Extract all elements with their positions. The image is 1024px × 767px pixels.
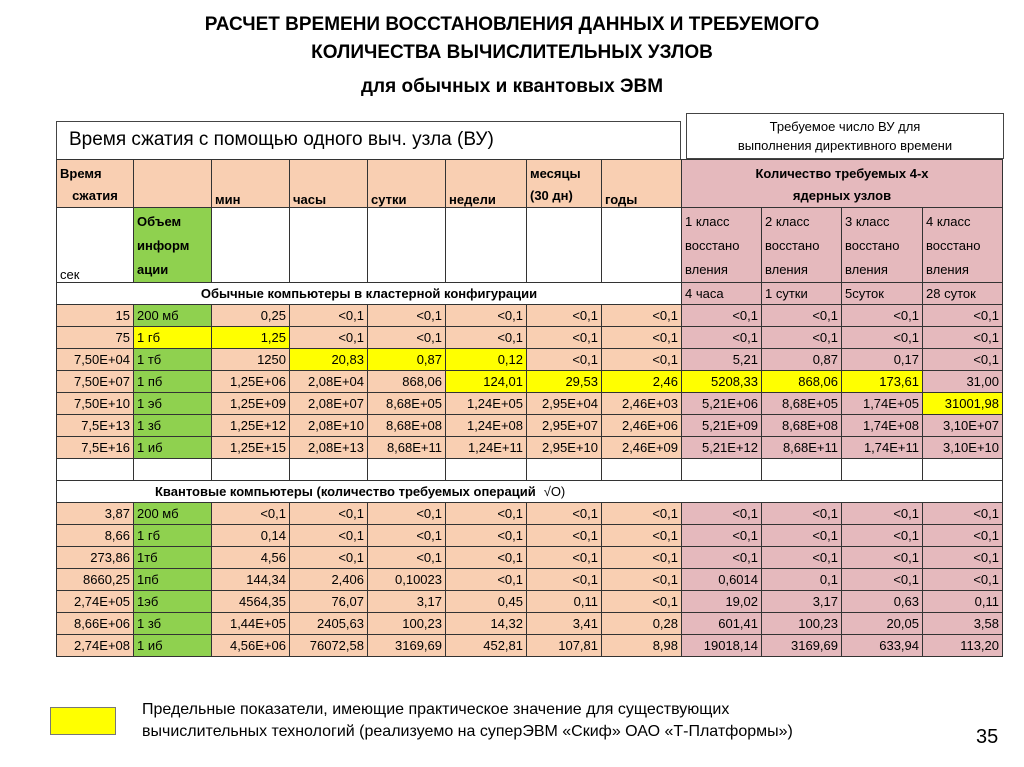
cell-c1: 5,21E+06 — [682, 393, 762, 415]
cell-y: 2,46E+06 — [602, 415, 682, 437]
cell-volume: 1 тб — [134, 349, 212, 371]
cell-h: 2,08E+10 — [290, 415, 368, 437]
cell-c3: <0,1 — [842, 525, 923, 547]
deadline-class-4: 28 суток — [923, 283, 1003, 305]
header-volume — [134, 208, 212, 283]
header-months-line-2: (30 дн) — [530, 188, 573, 203]
header-volume-line-3: ации — [137, 262, 169, 277]
deadline-class-2: 1 сутки — [762, 283, 842, 305]
cell-h: <0,1 — [290, 327, 368, 349]
header-time — [57, 160, 134, 208]
cell-seconds: 75 — [57, 327, 134, 349]
header-nodes — [682, 160, 1003, 208]
cell-c2: <0,1 — [762, 327, 842, 349]
cell-c4: <0,1 — [923, 349, 1003, 371]
empty-cell — [446, 459, 527, 481]
cell-volume: 1 иб — [134, 635, 212, 657]
cell-c3: <0,1 — [842, 503, 923, 525]
cell-volume: 1 пб — [134, 371, 212, 393]
cell-min: <0,1 — [212, 503, 290, 525]
cell-y: 8,98 — [602, 635, 682, 657]
cell-h: 76,07 — [290, 591, 368, 613]
cell-c3: 0,17 — [842, 349, 923, 371]
cell-w: 124,01 — [446, 371, 527, 393]
empty-cell — [762, 459, 842, 481]
header-volume-line-2: информ — [137, 238, 190, 253]
class-2-line-1: 2 класс — [765, 214, 810, 229]
header-blank-weeks — [446, 208, 527, 283]
class-3-line-3: вления — [845, 262, 888, 277]
cell-seconds: 3,87 — [57, 503, 134, 525]
empty-cell — [682, 459, 762, 481]
header-time-line-2: сжатия — [72, 188, 118, 203]
legend-line-2: вычислительных технологий (реализуемо на суперЭВМ «Скиф» ОАО «Т-Платформы») — [142, 723, 793, 740]
header-blank-months — [527, 208, 602, 283]
cell-seconds: 2,74E+05 — [57, 591, 134, 613]
cell-min: 1,25E+09 — [212, 393, 290, 415]
empty-cell — [57, 459, 134, 481]
cell-c2: 868,06 — [762, 371, 842, 393]
cell-m: 107,81 — [527, 635, 602, 657]
deadline-class-3: 5суток — [842, 283, 923, 305]
cell-volume: 1 иб — [134, 437, 212, 459]
cell-c1: 5,21E+09 — [682, 415, 762, 437]
table-row — [57, 525, 1003, 547]
cell-w: <0,1 — [446, 327, 527, 349]
cell-min: 4,56 — [212, 547, 290, 569]
cell-seconds: 2,74E+08 — [57, 635, 134, 657]
cell-seconds: 7,50E+04 — [57, 349, 134, 371]
header-nodes-line-2: ядерных узлов — [792, 188, 892, 203]
cell-c1: 601,41 — [682, 613, 762, 635]
cell-c1: 5208,33 — [682, 371, 762, 393]
cell-c3: 173,61 — [842, 371, 923, 393]
cell-y: 2,46E+09 — [602, 437, 682, 459]
cell-m: <0,1 — [527, 349, 602, 371]
cell-min: 1,44E+05 — [212, 613, 290, 635]
cell-c3: <0,1 — [842, 305, 923, 327]
cell-c4: 113,20 — [923, 635, 1003, 657]
header-weeks: недели — [446, 160, 527, 208]
cell-seconds: 8660,25 — [57, 569, 134, 591]
empty-cell — [290, 459, 368, 481]
cell-m: <0,1 — [527, 305, 602, 327]
section-quantum-text: Квантовые компьютеры (количество требуемых операций — [155, 484, 536, 499]
section-row-quantum — [57, 481, 1003, 503]
cell-h: <0,1 — [290, 547, 368, 569]
header-blank-days — [368, 208, 446, 283]
header-years: годы — [602, 160, 682, 208]
cell-m: <0,1 — [527, 525, 602, 547]
cell-h: <0,1 — [290, 503, 368, 525]
cell-y: <0,1 — [602, 305, 682, 327]
cell-w: 14,32 — [446, 613, 527, 635]
empty-cell — [923, 459, 1003, 481]
cell-c1: <0,1 — [682, 503, 762, 525]
cell-c2: 3169,69 — [762, 635, 842, 657]
cell-y: <0,1 — [602, 349, 682, 371]
cell-min: 1,25E+15 — [212, 437, 290, 459]
table-row — [57, 569, 1003, 591]
cell-m: 3,41 — [527, 613, 602, 635]
cell-c3: <0,1 — [842, 547, 923, 569]
table-row — [57, 415, 1003, 437]
cell-min: 1,25 — [212, 327, 290, 349]
cell-volume: 1 эб — [134, 393, 212, 415]
cell-h: 20,83 — [290, 349, 368, 371]
title-line-3: для обычных и квантовых ЭВМ — [360, 76, 664, 97]
class-1-line-1: 1 класс — [685, 214, 730, 229]
header-blank-years — [602, 208, 682, 283]
cell-c1: 19018,14 — [682, 635, 762, 657]
cell-c4: <0,1 — [923, 525, 1003, 547]
title-line-1: РАСЧЕТ ВРЕМЕНИ ВОССТАНОВЛЕНИЯ ДАННЫХ И ТРЕБУЕМОГО — [204, 14, 820, 35]
table-row — [57, 437, 1003, 459]
cell-c3: 1,74E+11 — [842, 437, 923, 459]
table-row — [57, 547, 1003, 569]
cell-c1: 5,21 — [682, 349, 762, 371]
cell-volume: 200 мб — [134, 305, 212, 327]
class-4-line-3: вления — [926, 262, 969, 277]
cell-m: 2,95E+04 — [527, 393, 602, 415]
cell-volume: 1 зб — [134, 415, 212, 437]
cell-m: <0,1 — [527, 503, 602, 525]
cell-d: <0,1 — [368, 547, 446, 569]
cell-h: 2405,63 — [290, 613, 368, 635]
cell-min: 1,25E+06 — [212, 371, 290, 393]
empty-cell — [368, 459, 446, 481]
header-row-2 — [57, 208, 1003, 283]
cell-c4: 3,58 — [923, 613, 1003, 635]
cell-m: 2,95E+07 — [527, 415, 602, 437]
cell-c4: 3,10E+10 — [923, 437, 1003, 459]
header-class-4 — [923, 208, 1003, 283]
page-number: 35 — [976, 726, 999, 748]
header-class-2 — [762, 208, 842, 283]
cell-min: 1250 — [212, 349, 290, 371]
cell-d: <0,1 — [368, 327, 446, 349]
header-volume-line-1: Объем — [137, 214, 182, 229]
cell-w: <0,1 — [446, 305, 527, 327]
cell-h: 2,08E+04 — [290, 371, 368, 393]
cell-c2: 8,68E+11 — [762, 437, 842, 459]
header-time-line-1: Время — [60, 166, 102, 181]
cell-c3: <0,1 — [842, 569, 923, 591]
cell-volume: 1тб — [134, 547, 212, 569]
cell-d: <0,1 — [368, 525, 446, 547]
cell-m: <0,1 — [527, 569, 602, 591]
cell-w: <0,1 — [446, 503, 527, 525]
cell-d: 0,10023 — [368, 569, 446, 591]
note-line-2: выполнения директивного времени — [737, 138, 953, 153]
cell-c4: <0,1 — [923, 327, 1003, 349]
cell-d: 8,68E+08 — [368, 415, 446, 437]
cell-c4: 3,10E+07 — [923, 415, 1003, 437]
cell-min: 4,56E+06 — [212, 635, 290, 657]
cell-c4: <0,1 — [923, 503, 1003, 525]
section-quantum-label — [57, 481, 1003, 503]
table-caption: Время сжатия с помощью одного выч. узла (ВУ) — [56, 121, 681, 159]
cell-y: <0,1 — [602, 503, 682, 525]
cell-min: 4564,35 — [212, 591, 290, 613]
cell-seconds: 7,50E+07 — [57, 371, 134, 393]
table-row — [57, 349, 1003, 371]
cell-min: 0,25 — [212, 305, 290, 327]
cell-c4: 31,00 — [923, 371, 1003, 393]
cell-c2: <0,1 — [762, 547, 842, 569]
empty-cell — [527, 459, 602, 481]
cell-volume: 1 гб — [134, 525, 212, 547]
cell-min: 1,25E+12 — [212, 415, 290, 437]
legend-swatch — [50, 707, 116, 735]
cell-c3: 633,94 — [842, 635, 923, 657]
cell-c3: <0,1 — [842, 327, 923, 349]
section-row-classic — [57, 283, 1003, 305]
cell-seconds: 7,5E+16 — [57, 437, 134, 459]
cell-c1: 5,21E+12 — [682, 437, 762, 459]
title-line-2: КОЛИЧЕСТВА ВЫЧИСЛИТЕЛЬНЫХ УЗЛОВ — [311, 42, 713, 63]
cell-c4: <0,1 — [923, 547, 1003, 569]
cell-c2: 3,17 — [762, 591, 842, 613]
cell-w: 1,24E+05 — [446, 393, 527, 415]
cell-min: 0,14 — [212, 525, 290, 547]
recovery-time-table — [56, 159, 1003, 657]
table-row — [57, 613, 1003, 635]
cell-volume: 1эб — [134, 591, 212, 613]
cell-c2: <0,1 — [762, 305, 842, 327]
required-nodes-note — [686, 113, 1004, 159]
cell-d: 8,68E+11 — [368, 437, 446, 459]
cell-y: <0,1 — [602, 591, 682, 613]
cell-d: 0,87 — [368, 349, 446, 371]
header-nodes-line-1: Количество требуемых 4-х — [755, 166, 929, 181]
deadline-class-1: 4 часа — [682, 283, 762, 305]
cell-y: <0,1 — [602, 525, 682, 547]
cell-d: <0,1 — [368, 503, 446, 525]
cell-y: 2,46 — [602, 371, 682, 393]
cell-c4: 0,11 — [923, 591, 1003, 613]
cell-w: 452,81 — [446, 635, 527, 657]
cell-h: 76072,58 — [290, 635, 368, 657]
cell-c4: 31001,98 — [923, 393, 1003, 415]
cell-y: <0,1 — [602, 547, 682, 569]
cell-m: 0,11 — [527, 591, 602, 613]
header-days: сутки — [368, 160, 446, 208]
header-hours: часы — [290, 160, 368, 208]
cell-min: 144,34 — [212, 569, 290, 591]
header-empty — [134, 160, 212, 208]
cell-y: 2,46E+03 — [602, 393, 682, 415]
empty-cell — [602, 459, 682, 481]
table-row — [57, 305, 1003, 327]
empty-cell — [212, 459, 290, 481]
cell-c4: <0,1 — [923, 305, 1003, 327]
cell-w: 1,24E+11 — [446, 437, 527, 459]
cell-c2: 0,1 — [762, 569, 842, 591]
cell-volume: 1 гб — [134, 327, 212, 349]
cell-d: <0,1 — [368, 305, 446, 327]
empty-cell — [134, 459, 212, 481]
cell-h: <0,1 — [290, 525, 368, 547]
header-blank-hours — [290, 208, 368, 283]
legend-line-1: Предельные показатели, имеющие практическое значение для существующих — [142, 701, 730, 718]
header-row-1 — [57, 160, 1003, 208]
cell-seconds: 8,66 — [57, 525, 134, 547]
cell-h: 2,406 — [290, 569, 368, 591]
cell-h: <0,1 — [290, 305, 368, 327]
separator-row — [57, 459, 1003, 481]
cell-m: 2,95E+10 — [527, 437, 602, 459]
cell-c2: <0,1 — [762, 503, 842, 525]
cell-seconds: 7,5E+13 — [57, 415, 134, 437]
cell-seconds: 7,50E+10 — [57, 393, 134, 415]
cell-c3: 1,74E+05 — [842, 393, 923, 415]
cell-c3: 0,63 — [842, 591, 923, 613]
cell-c1: <0,1 — [682, 327, 762, 349]
cell-m: <0,1 — [527, 327, 602, 349]
table-row — [57, 591, 1003, 613]
header-sec: сек — [57, 208, 134, 283]
class-1-line-2: восстано — [685, 238, 740, 253]
cell-w: <0,1 — [446, 547, 527, 569]
cell-c1: <0,1 — [682, 305, 762, 327]
cell-y: <0,1 — [602, 327, 682, 349]
header-class-3 — [842, 208, 923, 283]
header-class-1 — [682, 208, 762, 283]
table-row — [57, 503, 1003, 525]
cell-volume: 1 зб — [134, 613, 212, 635]
header-min: мин — [212, 160, 290, 208]
cell-c2: 8,68E+08 — [762, 415, 842, 437]
cell-h: 2,08E+07 — [290, 393, 368, 415]
class-4-line-2: восстано — [926, 238, 981, 253]
cell-w: 1,24E+08 — [446, 415, 527, 437]
header-months-line-1: месяцы — [530, 166, 581, 181]
cell-c1: <0,1 — [682, 547, 762, 569]
class-2-line-2: восстано — [765, 238, 820, 253]
cell-d: 3,17 — [368, 591, 446, 613]
cell-d: 3169,69 — [368, 635, 446, 657]
cell-c3: 20,05 — [842, 613, 923, 635]
cell-w: <0,1 — [446, 525, 527, 547]
cell-c4: <0,1 — [923, 569, 1003, 591]
cell-seconds: 8,66E+06 — [57, 613, 134, 635]
section-classic-label: Обычные компьютеры в кластерной конфигурации — [57, 283, 682, 305]
cell-c2: <0,1 — [762, 525, 842, 547]
cell-c1: <0,1 — [682, 525, 762, 547]
cell-m: 29,53 — [527, 371, 602, 393]
cell-c2: 8,68E+05 — [762, 393, 842, 415]
cell-c2: 0,87 — [762, 349, 842, 371]
header-months — [527, 160, 602, 208]
cell-y: <0,1 — [602, 569, 682, 591]
cell-h: 2,08E+13 — [290, 437, 368, 459]
table-row — [57, 635, 1003, 657]
cell-w: 0,45 — [446, 591, 527, 613]
cell-w: 0,12 — [446, 349, 527, 371]
cell-c2: 100,23 — [762, 613, 842, 635]
cell-d: 100,23 — [368, 613, 446, 635]
header-blank-min — [212, 208, 290, 283]
cell-seconds: 273,86 — [57, 547, 134, 569]
legend-text — [142, 699, 793, 743]
cell-c1: 19,02 — [682, 591, 762, 613]
cell-d: 8,68E+05 — [368, 393, 446, 415]
class-3-line-2: восстано — [845, 238, 900, 253]
cell-d: 868,06 — [368, 371, 446, 393]
cell-c3: 1,74E+08 — [842, 415, 923, 437]
note-line-1: Требуемое число ВУ для — [769, 119, 921, 134]
table-row — [57, 393, 1003, 415]
empty-cell — [842, 459, 923, 481]
cell-c1: 0,6014 — [682, 569, 762, 591]
cell-seconds: 15 — [57, 305, 134, 327]
class-3-line-1: 3 класс — [845, 214, 890, 229]
class-1-line-3: вления — [685, 262, 728, 277]
table-row — [57, 327, 1003, 349]
cell-y: 0,28 — [602, 613, 682, 635]
sqrt-operations-label: √O) — [543, 484, 566, 499]
cell-volume: 200 мб — [134, 503, 212, 525]
class-4-line-1: 4 класс — [926, 214, 971, 229]
cell-volume: 1пб — [134, 569, 212, 591]
cell-w: <0,1 — [446, 569, 527, 591]
table-row — [57, 371, 1003, 393]
class-2-line-3: вления — [765, 262, 808, 277]
cell-m: <0,1 — [527, 547, 602, 569]
